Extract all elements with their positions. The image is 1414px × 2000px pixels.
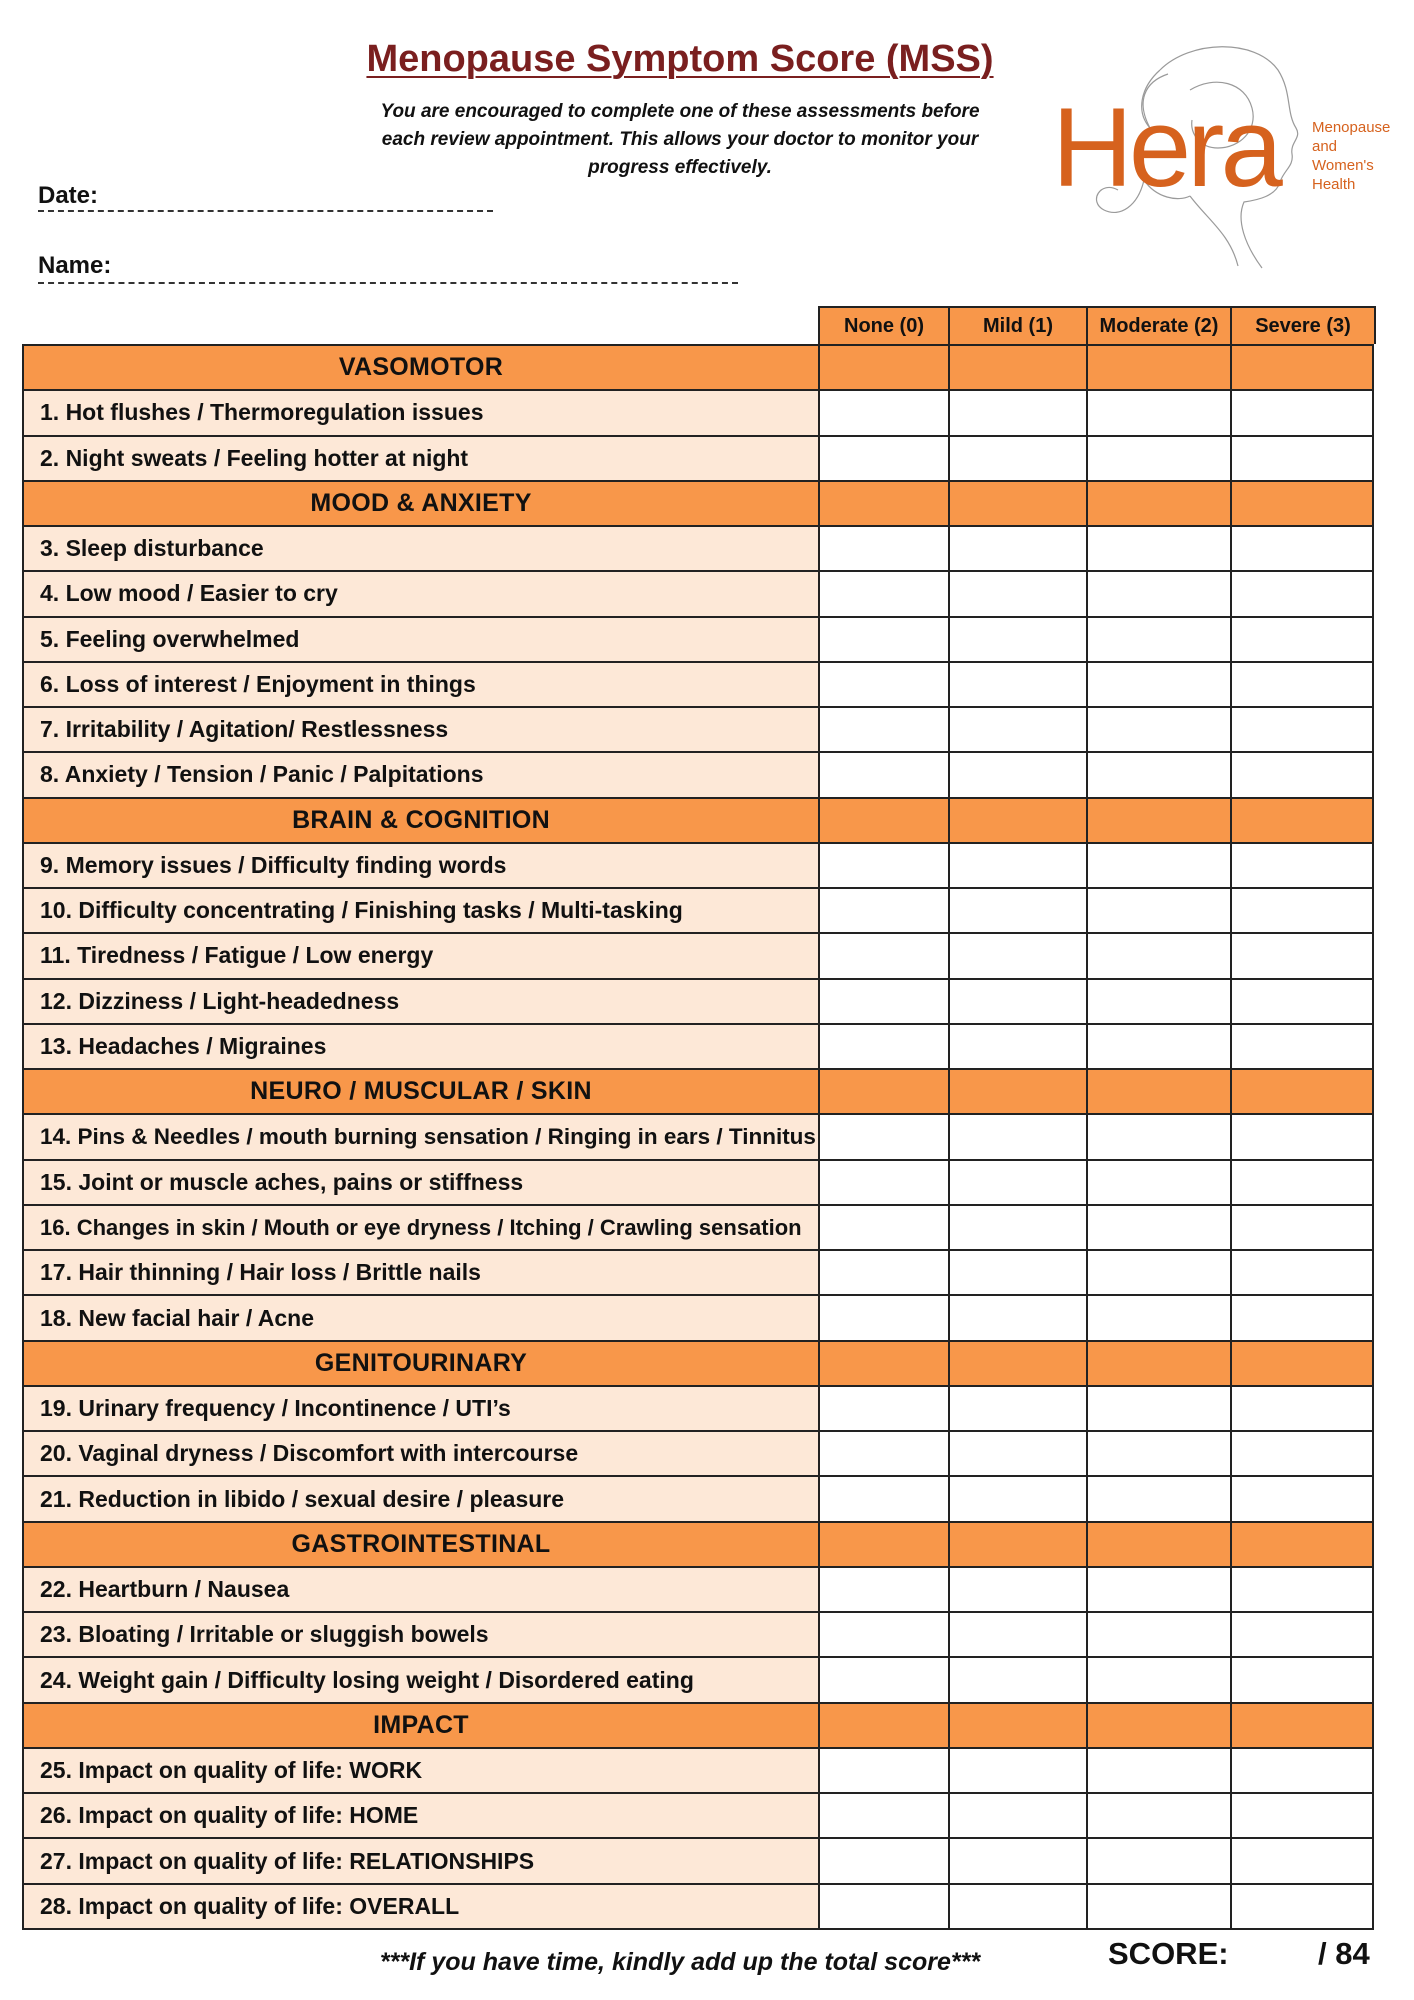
section-score-cell bbox=[818, 1068, 948, 1113]
logo-tagline-line: Menopause bbox=[1312, 119, 1391, 136]
score-cell-moderate[interactable] bbox=[1086, 1837, 1230, 1882]
section-score-cell bbox=[818, 1702, 948, 1747]
symptom-row bbox=[22, 389, 1374, 434]
symptom-row bbox=[22, 1113, 1374, 1158]
score-cell-none[interactable] bbox=[818, 1566, 948, 1611]
intro-line: each review appointment. This allows your doctor to monitor your bbox=[381, 129, 979, 150]
score-cell-mild[interactable] bbox=[948, 1430, 1086, 1475]
section-score-cell bbox=[818, 480, 948, 525]
symptom-label: 1. Hot flushes / Thermoregulation issues bbox=[22, 389, 818, 434]
section-score-cell bbox=[1086, 1702, 1230, 1747]
score-cell-moderate[interactable] bbox=[1086, 1204, 1230, 1249]
score-cell-moderate[interactable] bbox=[1086, 570, 1230, 615]
symptom-label: 20. Vaginal dryness / Discomfort with intercourse bbox=[22, 1430, 818, 1475]
score-cell-severe[interactable] bbox=[1230, 525, 1374, 570]
score-cell-moderate[interactable] bbox=[1086, 842, 1230, 887]
score-cell-severe[interactable] bbox=[1230, 1475, 1374, 1520]
score-cell-moderate[interactable] bbox=[1086, 1385, 1230, 1430]
column-header-mild: Mild (1) bbox=[948, 306, 1088, 344]
symptom-label: 26. Impact on quality of life: HOME bbox=[22, 1792, 818, 1837]
score-cell-none[interactable] bbox=[818, 932, 948, 977]
score-cell-severe[interactable] bbox=[1230, 706, 1374, 751]
symptom-row bbox=[22, 661, 1374, 706]
score-cell-none[interactable] bbox=[818, 1249, 948, 1294]
score-cell-severe[interactable] bbox=[1230, 389, 1374, 434]
intro-text bbox=[355, 98, 1005, 182]
score-cell-moderate[interactable] bbox=[1086, 616, 1230, 661]
score-cell-none[interactable] bbox=[818, 887, 948, 932]
score-cell-severe[interactable] bbox=[1230, 1611, 1374, 1656]
score-label: SCORE: bbox=[1108, 1936, 1229, 1971]
score-cell-mild[interactable] bbox=[948, 525, 1086, 570]
symptom-row bbox=[22, 978, 1374, 1023]
score-cell-mild[interactable] bbox=[948, 978, 1086, 1023]
score-cell-none[interactable] bbox=[818, 1385, 948, 1430]
section-title: GASTROINTESTINAL bbox=[22, 1521, 818, 1566]
section-score-cell bbox=[1230, 797, 1374, 842]
symptom-row bbox=[22, 1430, 1374, 1475]
score-cell-severe[interactable] bbox=[1230, 932, 1374, 977]
score-cell-none[interactable] bbox=[818, 751, 948, 796]
score-cell-none[interactable] bbox=[818, 389, 948, 434]
section-score-cell bbox=[1086, 344, 1230, 389]
section-score-cell bbox=[948, 1702, 1086, 1747]
score-cell-moderate[interactable] bbox=[1086, 1792, 1230, 1837]
score-cell-severe[interactable] bbox=[1230, 661, 1374, 706]
score-cell-moderate[interactable] bbox=[1086, 706, 1230, 751]
score-cell-moderate[interactable] bbox=[1086, 1883, 1230, 1928]
symptom-row bbox=[22, 751, 1374, 796]
symptom-row bbox=[22, 1792, 1374, 1837]
column-header-severe: Severe (3) bbox=[1230, 306, 1376, 344]
symptom-label: 9. Memory issues / Difficulty finding words bbox=[22, 842, 818, 887]
score-cell-mild[interactable] bbox=[948, 1883, 1086, 1928]
score-cell-severe[interactable] bbox=[1230, 1883, 1374, 1928]
score-cell-mild[interactable] bbox=[948, 1656, 1086, 1701]
symptom-label: 5. Feeling overwhelmed bbox=[22, 616, 818, 661]
score-cell-none[interactable] bbox=[818, 1747, 948, 1792]
score-cell-none[interactable] bbox=[818, 1113, 948, 1158]
score-cell-none[interactable] bbox=[818, 706, 948, 751]
section-header-row bbox=[22, 480, 1374, 525]
symptom-row bbox=[22, 706, 1374, 751]
score-cell-severe[interactable] bbox=[1230, 1656, 1374, 1701]
score-cell-mild[interactable] bbox=[948, 1159, 1086, 1204]
score-cell-mild[interactable] bbox=[948, 1385, 1086, 1430]
section-score-cell bbox=[1230, 1521, 1374, 1566]
score-cell-severe[interactable] bbox=[1230, 1023, 1374, 1068]
symptom-row bbox=[22, 1294, 1374, 1339]
score-cell-none[interactable] bbox=[818, 525, 948, 570]
score-cell-none[interactable] bbox=[818, 1159, 948, 1204]
intro-line: You are encouraged to complete one of these assessments before bbox=[380, 101, 980, 122]
symptom-label: 8. Anxiety / Tension / Panic / Palpitations bbox=[22, 751, 818, 796]
section-score-cell bbox=[948, 480, 1086, 525]
logo-tagline-line: Women's bbox=[1312, 157, 1374, 174]
score-cell-moderate[interactable] bbox=[1086, 1475, 1230, 1520]
section-title: GENITOURINARY bbox=[22, 1340, 818, 1385]
section-header-row bbox=[22, 1521, 1374, 1566]
section-score-cell bbox=[1230, 344, 1374, 389]
section-score-cell bbox=[818, 1340, 948, 1385]
section-header-row bbox=[22, 797, 1374, 842]
score-cell-severe[interactable] bbox=[1230, 978, 1374, 1023]
symptom-label: 22. Heartburn / Nausea bbox=[22, 1566, 818, 1611]
logo-wordmark: Hera bbox=[1052, 85, 1279, 210]
section-header-row bbox=[22, 344, 1374, 389]
symptom-row bbox=[22, 616, 1374, 661]
section-score-cell bbox=[948, 1521, 1086, 1566]
score-cell-mild[interactable] bbox=[948, 1023, 1086, 1068]
score-cell-severe[interactable] bbox=[1230, 1159, 1374, 1204]
column-header-none: None (0) bbox=[818, 306, 950, 344]
section-score-cell bbox=[948, 797, 1086, 842]
section-score-cell bbox=[1230, 1068, 1374, 1113]
section-score-cell bbox=[948, 344, 1086, 389]
score-cell-mild[interactable] bbox=[948, 1566, 1086, 1611]
score-cell-mild[interactable] bbox=[948, 1249, 1086, 1294]
score-cell-mild[interactable] bbox=[948, 932, 1086, 977]
symptom-label: 4. Low mood / Easier to cry bbox=[22, 570, 818, 615]
symptom-row bbox=[22, 525, 1374, 570]
score-cell-moderate[interactable] bbox=[1086, 435, 1230, 480]
symptom-label: 17. Hair thinning / Hair loss / Brittle nails bbox=[22, 1249, 818, 1294]
symptom-row bbox=[22, 570, 1374, 615]
symptom-row bbox=[22, 1656, 1374, 1701]
score-cell-severe[interactable] bbox=[1230, 1385, 1374, 1430]
logo-tagline-line: Health bbox=[1312, 176, 1356, 193]
score-cell-moderate[interactable] bbox=[1086, 1566, 1230, 1611]
section-title: VASOMOTOR bbox=[22, 344, 818, 389]
score-cell-severe[interactable] bbox=[1230, 1204, 1374, 1249]
score-cell-moderate[interactable] bbox=[1086, 932, 1230, 977]
score-cell-none[interactable] bbox=[818, 1475, 948, 1520]
score-cell-mild[interactable] bbox=[948, 1747, 1086, 1792]
score-cell-moderate[interactable] bbox=[1086, 1023, 1230, 1068]
symptom-label: 2. Night sweats / Feeling hotter at night bbox=[22, 435, 818, 480]
symptom-label: 19. Urinary frequency / Incontinence / UTI’s bbox=[22, 1385, 818, 1430]
score-cell-mild[interactable] bbox=[948, 1113, 1086, 1158]
score-cell-moderate[interactable] bbox=[1086, 389, 1230, 434]
section-score-cell bbox=[1230, 480, 1374, 525]
score-cell-none[interactable] bbox=[818, 978, 948, 1023]
symptom-label: 12. Dizziness / Light-headedness bbox=[22, 978, 818, 1023]
symptom-row bbox=[22, 1837, 1374, 1882]
symptom-label: 27. Impact on quality of life: RELATIONSHIPS bbox=[22, 1837, 818, 1882]
score-cell-mild[interactable] bbox=[948, 887, 1086, 932]
logo-tagline-line: and bbox=[1312, 138, 1338, 155]
score-cell-mild[interactable] bbox=[948, 1294, 1086, 1339]
score-cell-none[interactable] bbox=[818, 1837, 948, 1882]
logo-tagline bbox=[1312, 118, 1390, 194]
score-cell-moderate[interactable] bbox=[1086, 887, 1230, 932]
symptom-row bbox=[22, 1883, 1374, 1928]
score-cell-none[interactable] bbox=[818, 1023, 948, 1068]
score-cell-severe[interactable] bbox=[1230, 1792, 1374, 1837]
symptom-row bbox=[22, 932, 1374, 977]
symptom-row bbox=[22, 1611, 1374, 1656]
score-cell-severe[interactable] bbox=[1230, 1294, 1374, 1339]
table-bottom-border bbox=[22, 1928, 1374, 1930]
score-cell-severe[interactable] bbox=[1230, 751, 1374, 796]
symptom-row bbox=[22, 887, 1374, 932]
date-label: Date: bbox=[38, 182, 99, 209]
score-cell-mild[interactable] bbox=[948, 1837, 1086, 1882]
column-header-moderate: Moderate (2) bbox=[1086, 306, 1232, 344]
score-cell-moderate[interactable] bbox=[1086, 1294, 1230, 1339]
section-score-cell bbox=[1230, 1702, 1374, 1747]
score-cell-none[interactable] bbox=[818, 1656, 948, 1701]
section-header-row bbox=[22, 1340, 1374, 1385]
score-cell-none[interactable] bbox=[818, 1294, 948, 1339]
score-cell-moderate[interactable] bbox=[1086, 525, 1230, 570]
score-cell-none[interactable] bbox=[818, 842, 948, 887]
symptom-label: 21. Reduction in libido / sexual desire / pleasure bbox=[22, 1475, 818, 1520]
section-score-cell bbox=[1086, 480, 1230, 525]
score-cell-severe[interactable] bbox=[1230, 616, 1374, 661]
score-cell-mild[interactable] bbox=[948, 1204, 1086, 1249]
score-cell-moderate[interactable] bbox=[1086, 978, 1230, 1023]
score-cell-none[interactable] bbox=[818, 435, 948, 480]
section-score-cell bbox=[1086, 1340, 1230, 1385]
score-cell-mild[interactable] bbox=[948, 751, 1086, 796]
section-title: NEURO / MUSCULAR / SKIN bbox=[22, 1068, 818, 1113]
symptom-row bbox=[22, 1023, 1374, 1068]
symptom-row bbox=[22, 842, 1374, 887]
symptom-label: 24. Weight gain / Difficulty losing weight / Disordered eating bbox=[22, 1656, 818, 1701]
section-title: IMPACT bbox=[22, 1702, 818, 1747]
score-cell-mild[interactable] bbox=[948, 661, 1086, 706]
score-cell-none[interactable] bbox=[818, 661, 948, 706]
score-cell-mild[interactable] bbox=[948, 842, 1086, 887]
score-cell-moderate[interactable] bbox=[1086, 1747, 1230, 1792]
score-cell-severe[interactable] bbox=[1230, 1747, 1374, 1792]
score-cell-moderate[interactable] bbox=[1086, 1249, 1230, 1294]
symptom-row bbox=[22, 1475, 1374, 1520]
symptom-label: 18. New facial hair / Acne bbox=[22, 1294, 818, 1339]
section-score-cell bbox=[1086, 1068, 1230, 1113]
score-cell-none[interactable] bbox=[818, 1792, 948, 1837]
symptom-label: 10. Difficulty concentrating / Finishing tasks / Multi-tasking bbox=[22, 887, 818, 932]
score-cell-moderate[interactable] bbox=[1086, 1611, 1230, 1656]
score-cell-none[interactable] bbox=[818, 1204, 948, 1249]
score-cell-severe[interactable] bbox=[1230, 1566, 1374, 1611]
section-header-row bbox=[22, 1702, 1374, 1747]
symptom-label: 25. Impact on quality of life: WORK bbox=[22, 1747, 818, 1792]
score-cell-none[interactable] bbox=[818, 616, 948, 661]
date-field[interactable] bbox=[38, 210, 493, 212]
symptom-row bbox=[22, 1249, 1374, 1294]
section-title: MOOD & ANXIETY bbox=[22, 480, 818, 525]
section-score-cell bbox=[1086, 1521, 1230, 1566]
score-cell-severe[interactable] bbox=[1230, 1113, 1374, 1158]
score-cell-moderate[interactable] bbox=[1086, 1430, 1230, 1475]
footer-note: ***If you have time, kindly add up the total score*** bbox=[379, 1948, 981, 1976]
score-cell-none[interactable] bbox=[818, 1611, 948, 1656]
score-cell-mild[interactable] bbox=[948, 570, 1086, 615]
symptom-label: 7. Irritability / Agitation/ Restlessness bbox=[22, 706, 818, 751]
score-cell-severe[interactable] bbox=[1230, 887, 1374, 932]
section-score-cell bbox=[818, 344, 948, 389]
section-score-cell bbox=[1086, 797, 1230, 842]
symptom-label: 15. Joint or muscle aches, pains or stiffness bbox=[22, 1159, 818, 1204]
symptom-label: 3. Sleep disturbance bbox=[22, 525, 818, 570]
section-score-cell bbox=[1230, 1340, 1374, 1385]
section-header-row bbox=[22, 1068, 1374, 1113]
section-score-cell bbox=[818, 1521, 948, 1566]
intro-line: progress effectively. bbox=[588, 157, 772, 178]
score-cell-moderate[interactable] bbox=[1086, 661, 1230, 706]
score-cell-severe[interactable] bbox=[1230, 1249, 1374, 1294]
symptom-row bbox=[22, 435, 1374, 480]
symptom-row bbox=[22, 1747, 1374, 1792]
score-cell-mild[interactable] bbox=[948, 1611, 1086, 1656]
score-cell-severe[interactable] bbox=[1230, 1837, 1374, 1882]
name-label: Name: bbox=[38, 252, 112, 279]
score-cell-severe[interactable] bbox=[1230, 1430, 1374, 1475]
score-cell-mild[interactable] bbox=[948, 1475, 1086, 1520]
score-max: / 84 bbox=[1318, 1936, 1370, 1971]
symptom-row bbox=[22, 1566, 1374, 1611]
symptom-label: 14. Pins & Needles / mouth burning sensation / Ringing in ears / Tinnitus bbox=[22, 1113, 818, 1158]
score-cell-none[interactable] bbox=[818, 1883, 948, 1928]
score-cell-mild[interactable] bbox=[948, 1792, 1086, 1837]
score-cell-moderate[interactable] bbox=[1086, 1159, 1230, 1204]
score-cell-moderate[interactable] bbox=[1086, 1113, 1230, 1158]
symptom-label: 13. Headaches / Migraines bbox=[22, 1023, 818, 1068]
score-cell-mild[interactable] bbox=[948, 616, 1086, 661]
score-cell-none[interactable] bbox=[818, 1430, 948, 1475]
score-cell-moderate[interactable] bbox=[1086, 1656, 1230, 1701]
symptom-row bbox=[22, 1385, 1374, 1430]
section-title: BRAIN & COGNITION bbox=[22, 797, 818, 842]
score-cell-severe[interactable] bbox=[1230, 435, 1374, 480]
symptom-label: 6. Loss of interest / Enjoyment in things bbox=[22, 661, 818, 706]
score-cell-severe[interactable] bbox=[1230, 570, 1374, 615]
symptom-row bbox=[22, 1159, 1374, 1204]
symptom-label: 16. Changes in skin / Mouth or eye dryness / Itching / Crawling sensation bbox=[22, 1204, 818, 1249]
symptom-label: 11. Tiredness / Fatigue / Low energy bbox=[22, 932, 818, 977]
score-cell-mild[interactable] bbox=[948, 389, 1086, 434]
score-cell-severe[interactable] bbox=[1230, 842, 1374, 887]
score-cell-mild[interactable] bbox=[948, 435, 1086, 480]
symptom-label: 23. Bloating / Irritable or sluggish bowels bbox=[22, 1611, 818, 1656]
name-field[interactable] bbox=[38, 282, 738, 284]
symptom-row bbox=[22, 1204, 1374, 1249]
page-title: Menopause Symptom Score (MSS) bbox=[366, 38, 994, 80]
section-score-cell bbox=[818, 797, 948, 842]
score-cell-mild[interactable] bbox=[948, 706, 1086, 751]
section-score-cell bbox=[948, 1340, 1086, 1385]
section-score-cell bbox=[948, 1068, 1086, 1113]
score-cell-none[interactable] bbox=[818, 570, 948, 615]
symptom-label: 28. Impact on quality of life: OVERALL bbox=[22, 1883, 818, 1928]
score-cell-moderate[interactable] bbox=[1086, 751, 1230, 796]
